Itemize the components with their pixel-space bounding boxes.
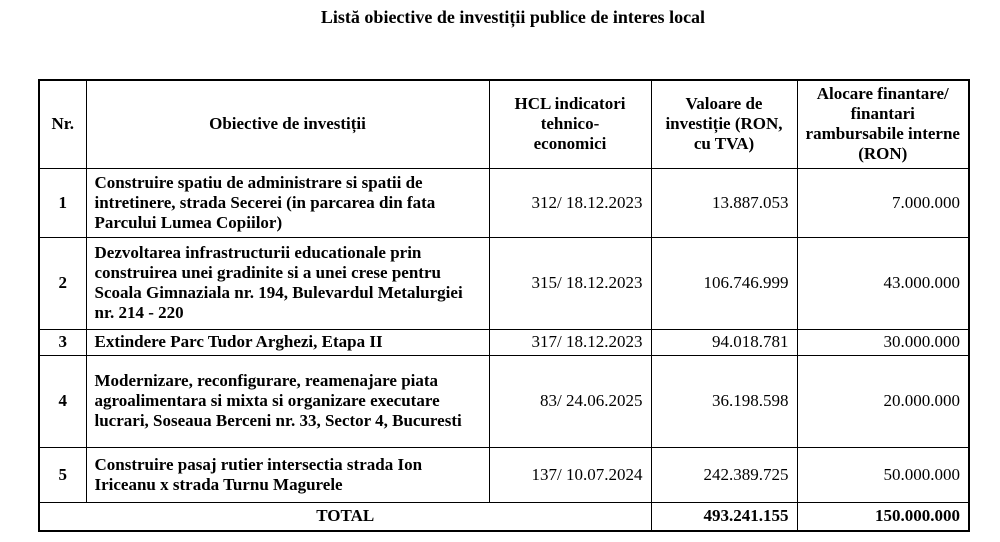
row-objective: Extindere Parc Tudor Arghezi, Etapa II: [86, 329, 489, 355]
investment-table: [38, 79, 970, 532]
row-value: 242.389.725: [651, 447, 797, 502]
header-allocation: Alocare finantare/ finantari rambursabile interne (RON): [797, 80, 969, 168]
row-allocation: 43.000.000: [797, 237, 969, 329]
row-value: 13.887.053: [651, 168, 797, 237]
row-hcl: 83/ 24.06.2025: [489, 355, 651, 447]
row-value: 36.198.598: [651, 355, 797, 447]
table-row: [39, 329, 969, 355]
row-objective: Construire spatiu de administrare si spatii de intretinere, strada Secerei (in parcarea din fata Parcului Lumea Copiilor): [86, 168, 489, 237]
table-row: [39, 355, 969, 447]
row-value: 94.018.781: [651, 329, 797, 355]
row-hcl: 315/ 18.12.2023: [489, 237, 651, 329]
header-value: Valoare de investiție (RON, cu TVA): [651, 80, 797, 168]
row-allocation: 50.000.000: [797, 447, 969, 502]
total-allocation: 150.000.000: [797, 502, 969, 531]
table-row: [39, 168, 969, 237]
row-allocation: 30.000.000: [797, 329, 969, 355]
row-objective: Dezvoltarea infrastructurii educationale prin construirea unei gradinite si a unei crese pentru Scoala Gimnaziala nr. 194, Bulevardul Metalurgiei nr. 214 - 220: [86, 237, 489, 329]
header-nr: Nr.: [39, 80, 86, 168]
total-value: 493.241.155: [651, 502, 797, 531]
row-hcl: 137/ 10.07.2024: [489, 447, 651, 502]
row-nr: 5: [39, 447, 86, 502]
row-objective: Construire pasaj rutier intersectia strada Ion Iriceanu x strada Turnu Magurele: [86, 447, 489, 502]
table-total-row: [39, 502, 969, 531]
row-allocation: 7.000.000: [797, 168, 969, 237]
header-hcl: HCL indicatori tehnico-economici: [489, 80, 651, 168]
header-objective: Obiective de investiții: [86, 80, 489, 168]
row-objective: Modernizare, reconfigurare, reamenajare piata agroalimentara si mixta si organizare executare lucrari, Soseaua Berceni nr. 33, Sector 4, Bucuresti: [86, 355, 489, 447]
row-value: 106.746.999: [651, 237, 797, 329]
row-nr: 3: [39, 329, 86, 355]
total-label: TOTAL: [39, 502, 651, 531]
document-title: Listă obiective de investiții publice de interes local: [320, 7, 706, 27]
table-row: [39, 447, 969, 502]
row-hcl: 312/ 18.12.2023: [489, 168, 651, 237]
row-nr: 2: [39, 237, 86, 329]
row-allocation: 20.000.000: [797, 355, 969, 447]
row-hcl: 317/ 18.12.2023: [489, 329, 651, 355]
table-row: [39, 237, 969, 329]
row-nr: 1: [39, 168, 86, 237]
row-nr: 4: [39, 355, 86, 447]
table-header-row: [39, 80, 969, 168]
